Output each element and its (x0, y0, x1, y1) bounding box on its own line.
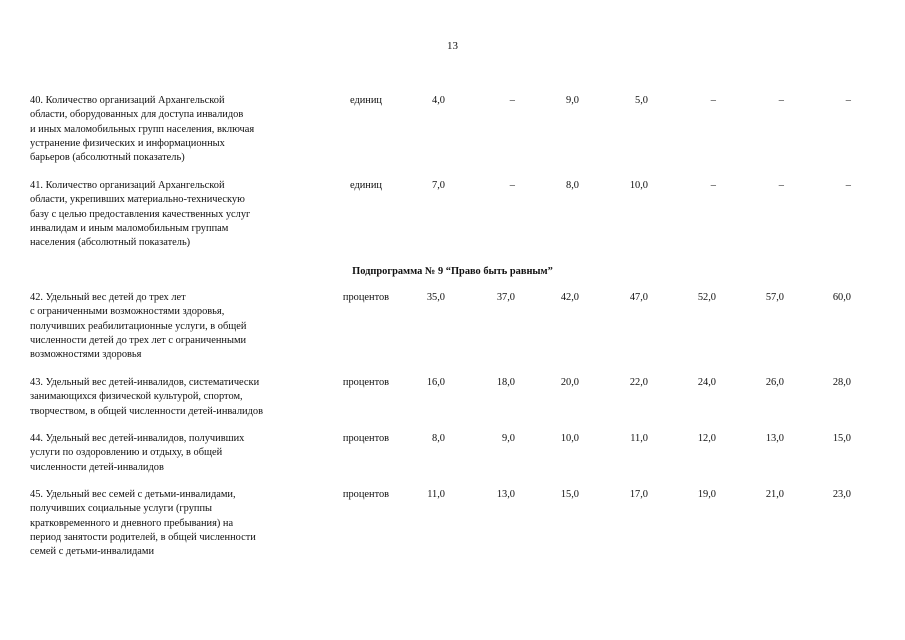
row-unit: процентов (342, 292, 390, 303)
row-value: 13,0 (765, 433, 784, 444)
row-value: – (710, 180, 716, 191)
row-value: 11,0 (427, 489, 445, 500)
row-value: 16,0 (426, 377, 445, 388)
row-value: 42,0 (560, 292, 579, 303)
row-value: 8,0 (432, 433, 445, 444)
row-value: 15,0 (832, 433, 851, 444)
row-value: – (710, 95, 716, 106)
row-value: 10,0 (629, 180, 648, 191)
row-unit: процентов (342, 377, 390, 388)
row-value: 60,0 (832, 292, 851, 303)
row-value: 35,0 (426, 292, 445, 303)
row-value: 4,0 (432, 95, 445, 106)
row-unit: единиц (349, 180, 382, 191)
row-value: 23,0 (832, 489, 851, 500)
row-unit: единиц (349, 95, 382, 106)
page-number: 13 (447, 40, 458, 52)
row-value: 9,0 (502, 433, 515, 444)
row-unit: процентов (342, 489, 390, 500)
row-description: 41. Количество организаций Архангельской области, укрепивших материально-техническую базу с целью предоставления качественных услуг инвалидам и иным маломобильным группам населения (абсолютный показатель) (30, 180, 251, 249)
row-value: – (778, 180, 784, 191)
row-description: 40. Количество организаций Архангельской области, оборудованных для доступа инвалидов и иных маломобильных групп населения, включая устранение физических и информационных барьеров (абсолютный показатель) (30, 95, 255, 164)
row-value: – (778, 95, 784, 106)
row-value: – (509, 95, 515, 106)
row-unit: процентов (342, 433, 390, 444)
row-value: – (845, 180, 851, 191)
row-value: 15,0 (560, 489, 579, 500)
row-value: 52,0 (697, 292, 716, 303)
row-value: 20,0 (560, 377, 579, 388)
row-value: 24,0 (697, 377, 716, 388)
row-value: 28,0 (832, 377, 851, 388)
row-value: 18,0 (496, 377, 515, 388)
row-value: 12,0 (697, 433, 716, 444)
row-description: 43. Удельный вес детей-инвалидов, систематически занимающихся физической культурой, спортом, творчеством, в общей численности детей-инвалидов (30, 377, 263, 417)
row-value: – (845, 95, 851, 106)
row-value: 17,0 (629, 489, 648, 500)
row-value: 13,0 (496, 489, 515, 500)
row-value: 11,0 (630, 433, 648, 444)
row-description: 42. Удельный вес детей до трех лет с ограниченными возможностями здоровья, получивших реабилитационные услуги, в общей численности детей до трех лет с ограниченными возможностями здоровья (30, 292, 247, 361)
row-value: 57,0 (765, 292, 784, 303)
row-value: 26,0 (765, 377, 784, 388)
row-value: 9,0 (566, 95, 579, 106)
row-value: 21,0 (765, 489, 784, 500)
row-description: 44. Удельный вес детей-инвалидов, получивших услуги по оздоровлению и отдыху, в общей численности детей-инвалидов (30, 433, 245, 473)
row-value: 10,0 (560, 433, 579, 444)
row-value: 22,0 (629, 377, 648, 388)
row-value: – (509, 180, 515, 191)
row-value: 37,0 (496, 292, 515, 303)
row-value: 5,0 (635, 95, 648, 106)
row-value: 7,0 (432, 180, 445, 191)
row-value: 47,0 (629, 292, 648, 303)
row-value: 19,0 (697, 489, 716, 500)
subprogram-heading: Подпрограмма № 9 “Право быть равным” (352, 266, 553, 277)
row-description: 45. Удельный вес семей с детьми-инвалидами, получивших социальные услуги (группы кратковременного и дневного пребывания) на период занятости родителей, в общей численности семей с детьми-инвалидами (30, 489, 256, 558)
row-value: 8,0 (566, 180, 579, 191)
